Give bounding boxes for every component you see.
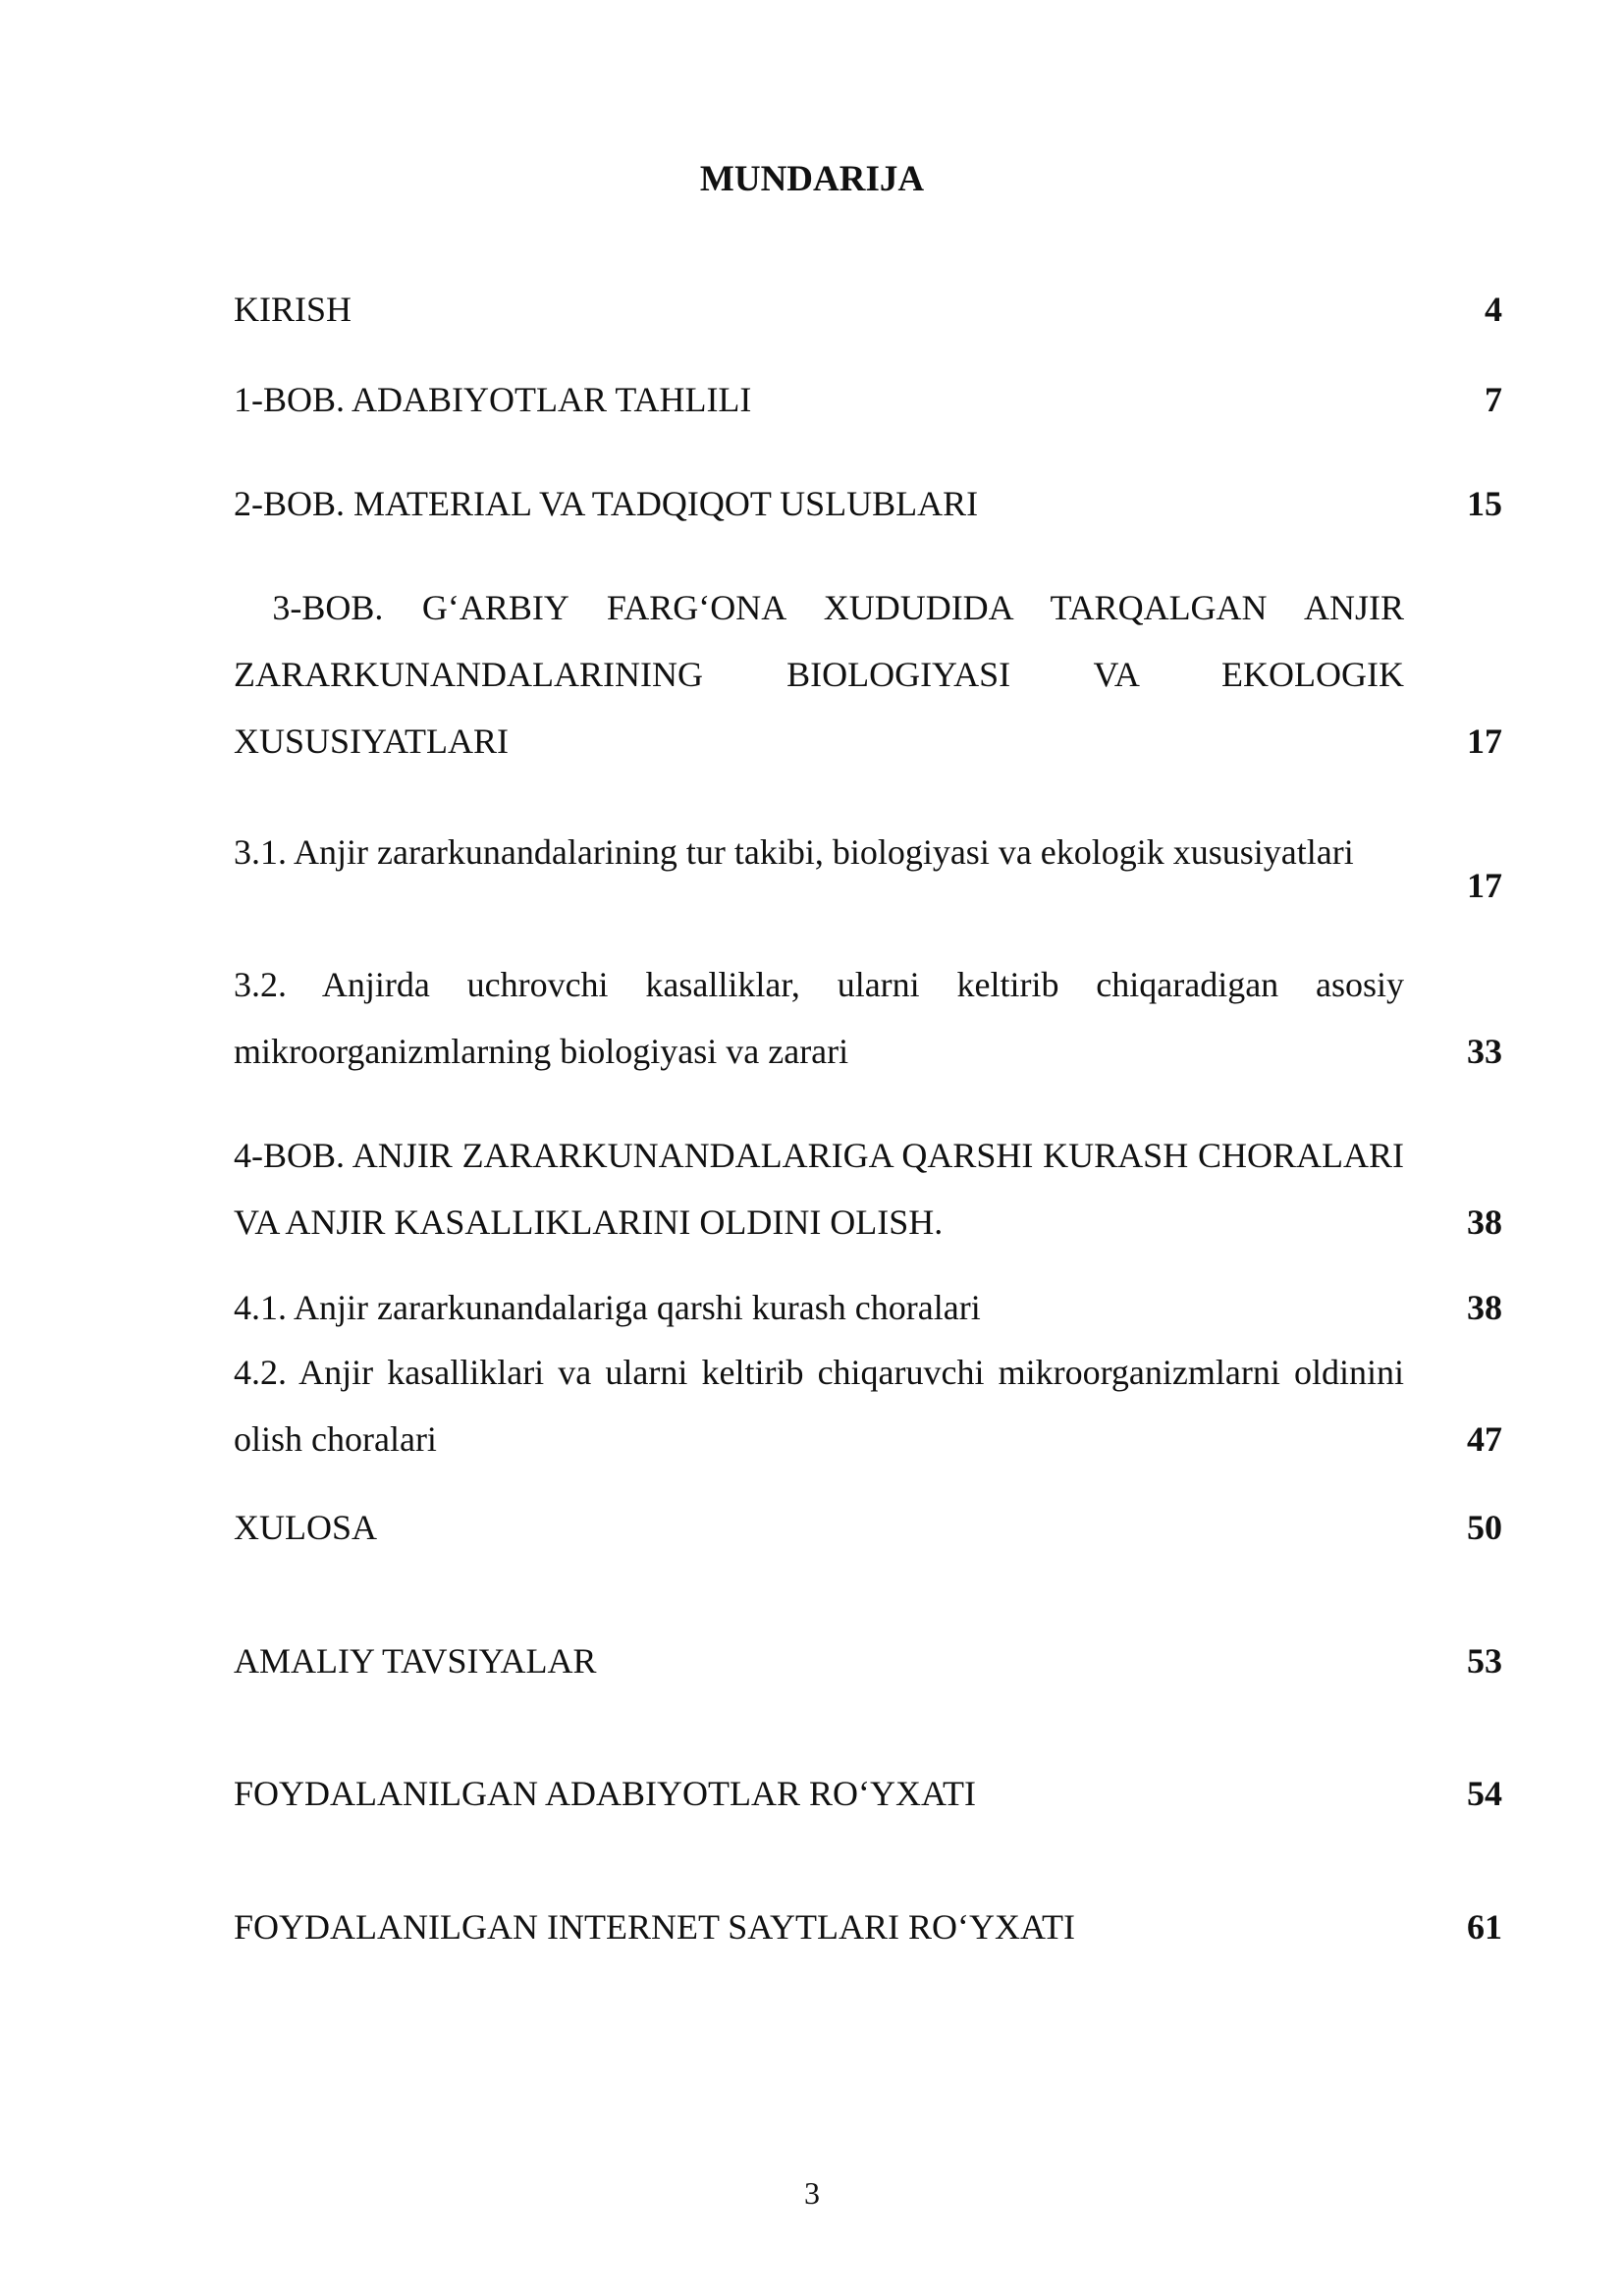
toc-entry-page: 47 — [1467, 1419, 1502, 1459]
toc-entry-text: 1-BOB. ADABIYOTLAR TAHLILI — [234, 380, 752, 419]
toc-entry-text: 3-BOB. G‘ARBIY FARG‘ONA XUDUDIDA TARQALGAN ANJIR ZARARKUNANDALARINING BIOLOGIYASI VA EKOLOGIK XUSUSIYATLARI — [234, 588, 1404, 761]
toc-entry-internet-sources — [234, 1894, 1502, 1947]
toc-entry-text: AMALIY TAVSIYALAR — [234, 1641, 597, 1681]
toc-entry-text: XULOSA — [234, 1508, 378, 1547]
toc-entry-section-3-2 — [234, 951, 1502, 1071]
toc-entry-text: 4-BOB. ANJIR ZARARKUNANDALARIGA QARSHI KURASH CHORALARI VA ANJIR KASALLIKLARINI OLDINI OLISH. — [234, 1136, 1404, 1242]
toc-entry-section-4-2 — [234, 1339, 1502, 1459]
toc-entry-text: FOYDALANILGAN ADABIYOTLAR RO‘YXATI — [234, 1774, 976, 1813]
toc-entry-page: 15 — [1467, 484, 1502, 523]
toc-entry-text: 3.1. Anjir zararkunandalarining tur takibi, biologiyasi va ekologik xususiyatlari — [234, 832, 1354, 872]
toc-entry-chapter-2 — [234, 470, 1502, 523]
toc-entry-text: 4.1. Anjir zararkunandalariga qarshi kurash choralari — [234, 1288, 981, 1327]
toc-entry-page: 38 — [1467, 1202, 1502, 1242]
toc-entry-section-3-1 — [234, 819, 1502, 905]
toc-entry-page: 7 — [1485, 380, 1502, 419]
toc-entry-page: 38 — [1467, 1288, 1502, 1327]
toc-entry-page: 33 — [1467, 1032, 1502, 1071]
toc-entry-section-4-1 — [234, 1274, 1502, 1327]
toc-entry-text: 3.2. Anjirda uchrovchi kasalliklar, ularni keltirib chiqaradigan asosiy mikroorganizmlarning biologiyasi va zarari — [234, 965, 1404, 1071]
page-number: 3 — [804, 2175, 820, 2211]
toc-entry-page: 4 — [1485, 290, 1502, 329]
toc-entry-text: FOYDALANILGAN INTERNET SAYTLARI RO‘YXATI — [234, 1907, 1075, 1947]
page-title: MUNDARIJA — [699, 159, 925, 199]
toc-entry-text: 2-BOB. MATERIAL VA TADQIQOT USLUBLARI — [234, 484, 979, 523]
toc-entry-page: 61 — [1467, 1907, 1502, 1947]
toc-entry-page: 53 — [1467, 1641, 1502, 1681]
toc-entry-page: 17 — [1467, 866, 1502, 905]
toc-entry-chapter-4 — [234, 1122, 1502, 1242]
toc-entry-chapter-3 — [234, 574, 1502, 761]
toc-entry-xulosa — [234, 1494, 1502, 1547]
toc-entry-page: 50 — [1467, 1508, 1502, 1547]
toc-entry-page: 54 — [1467, 1774, 1502, 1813]
toc-entry-text: 4.2. Anjir kasalliklari va ularni keltirib chiqaruvchi mikroorganizmlarni oldinini olish choralari — [234, 1353, 1404, 1459]
toc-entry-page: 17 — [1467, 721, 1502, 761]
toc-entry-text: KIRISH — [234, 290, 352, 329]
toc-entry-recommendations — [234, 1628, 1502, 1681]
toc-entry-chapter-1 — [234, 366, 1502, 419]
toc-entry-kirish — [234, 276, 1502, 329]
toc-entry-references — [234, 1760, 1502, 1813]
